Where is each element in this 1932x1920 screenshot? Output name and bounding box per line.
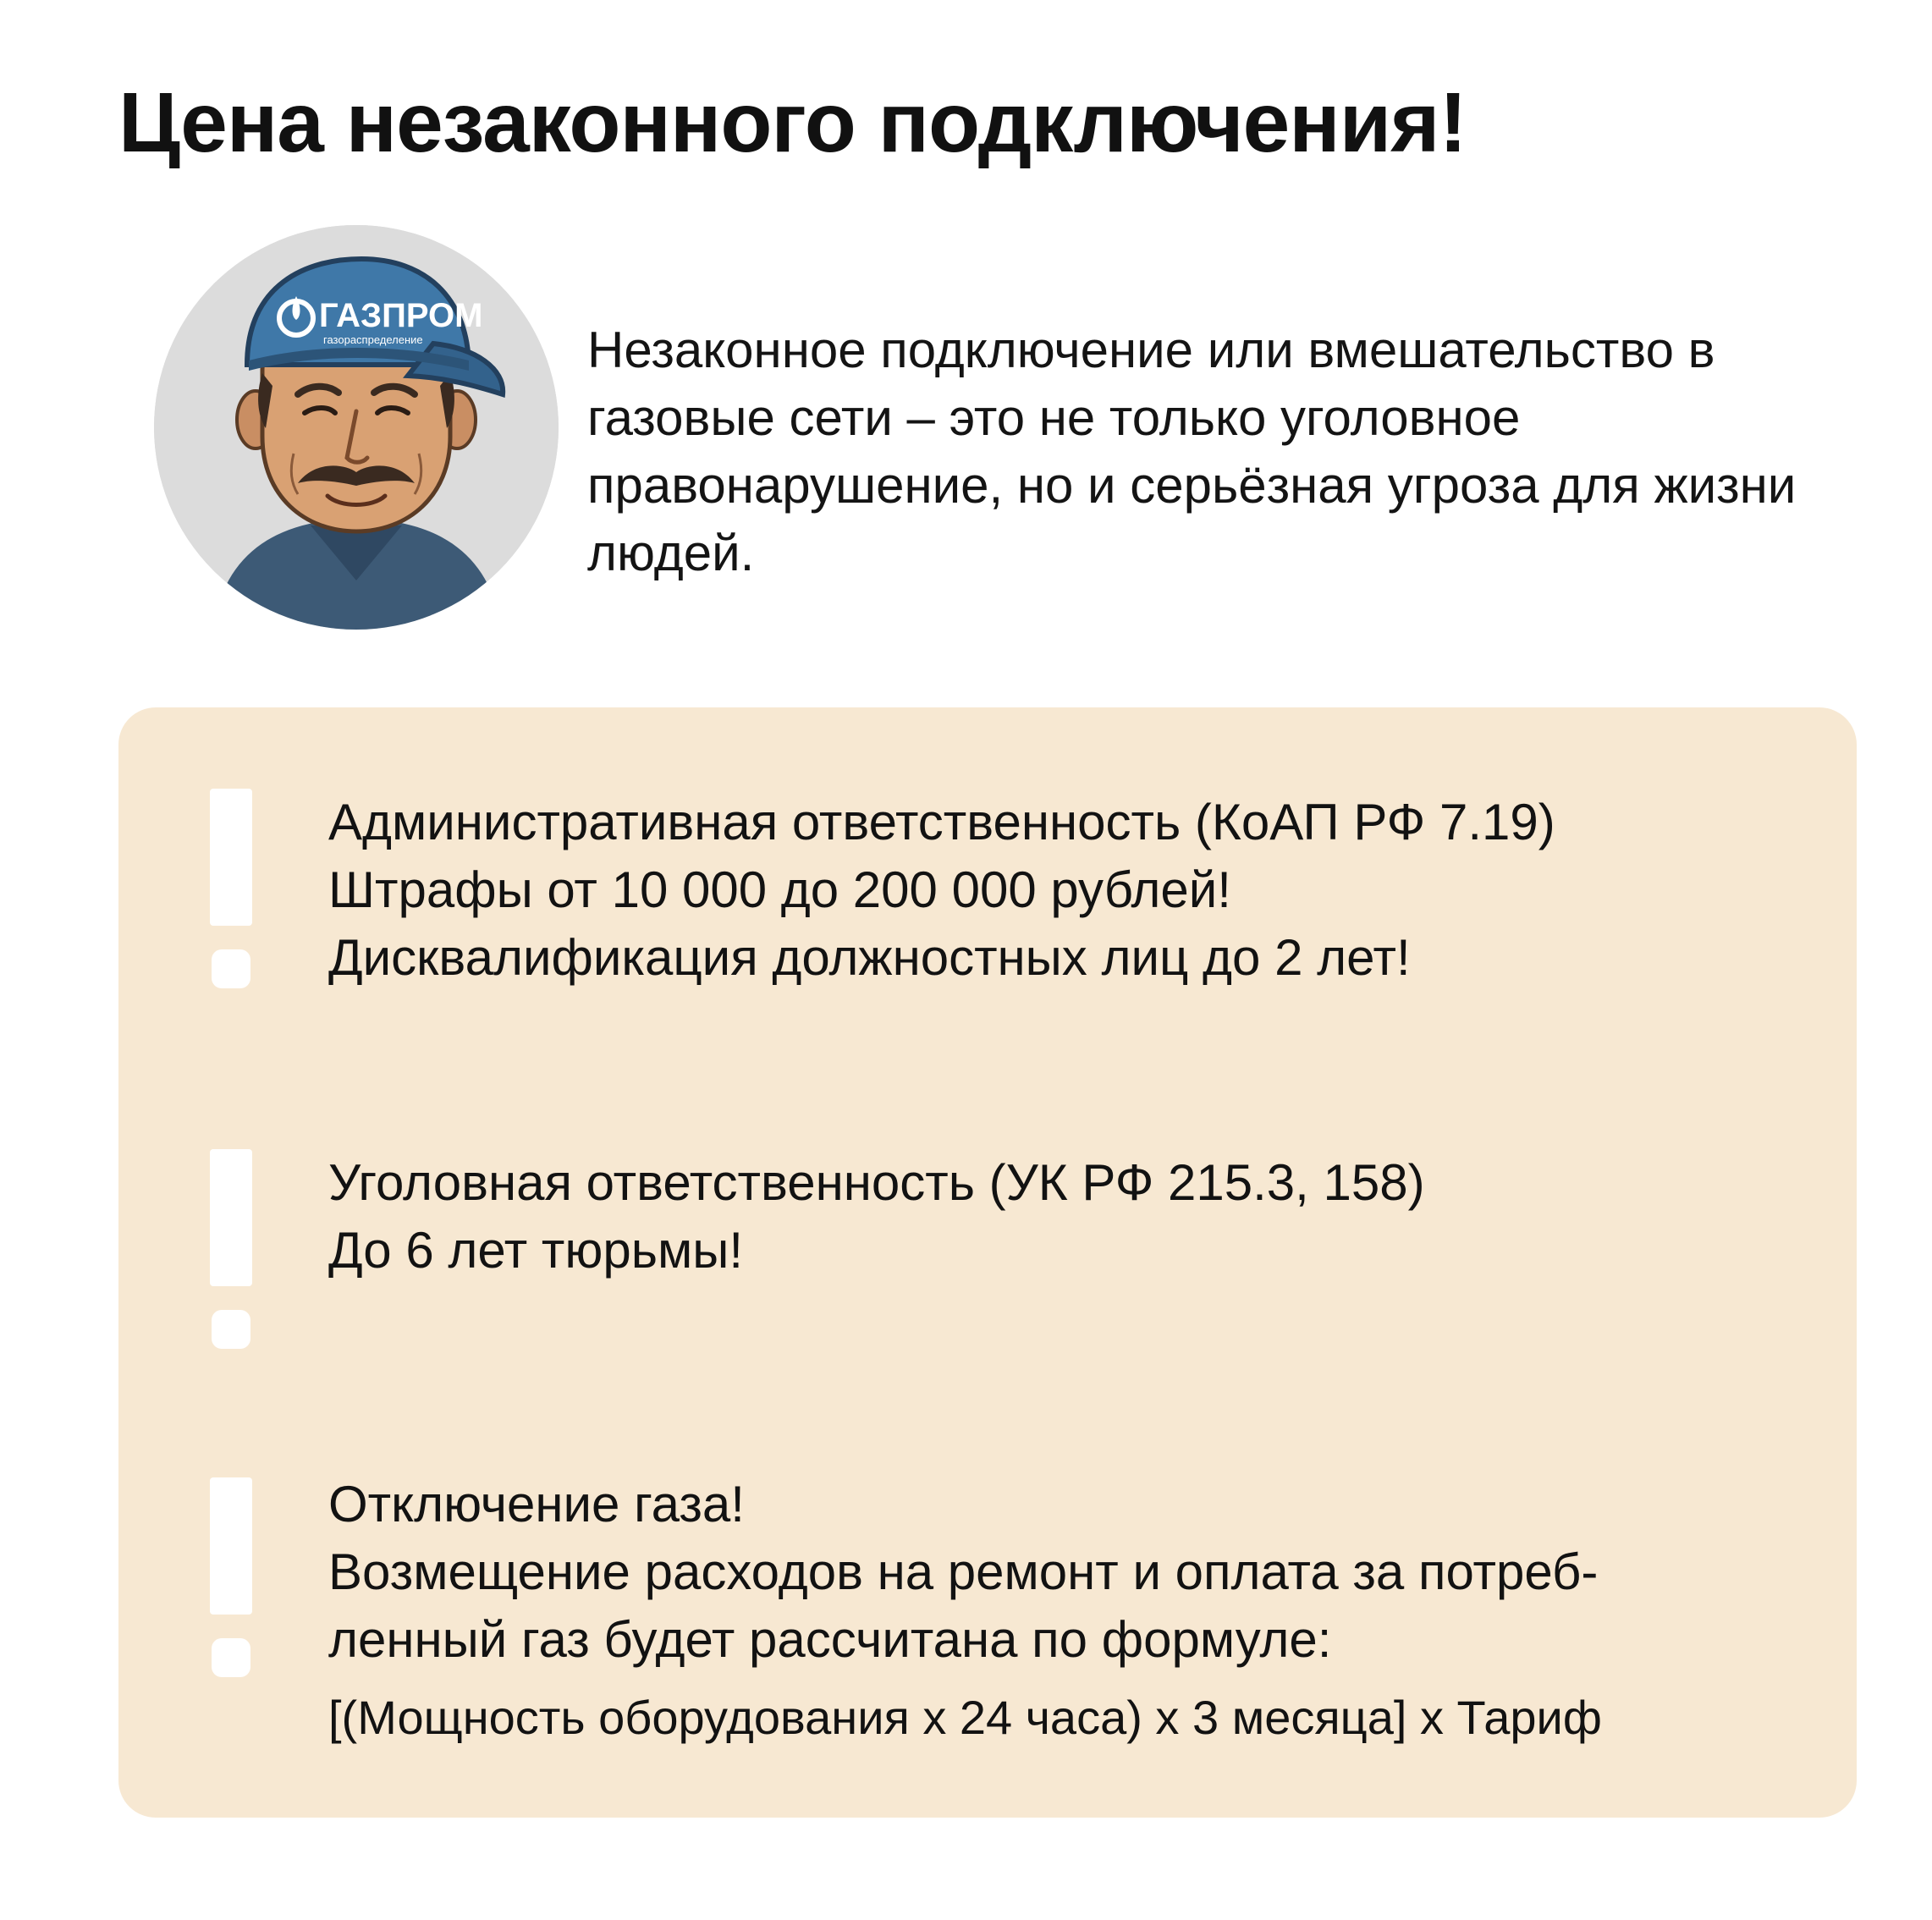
intro-text: Незаконное подключение или вмешательство в газовые сети – это не только уголовное правонарушение, но и серьёзная угроза для жизни людей.	[587, 322, 1797, 581]
warning-line: ленный газ будет рассчитана по формуле:	[328, 1611, 1332, 1668]
warning-line: Административная ответственность (КоАП РФ 7.19)	[328, 794, 1555, 850]
warning-text	[328, 789, 1835, 992]
warning-line: Уголовная ответственность (УК РФ 215.3, 158)	[328, 1154, 1425, 1211]
warning-text	[328, 1149, 1835, 1285]
cap-logo-subtext: газораспределение	[323, 333, 423, 346]
warning-line: Дисквалификация должностных лиц до 2 лет!	[328, 929, 1411, 986]
avatar	[154, 225, 559, 630]
warning-line: До 6 лет тюрьмы!	[328, 1222, 744, 1279]
warning-line: Отключение газа!	[328, 1476, 745, 1532]
gas-worker-avatar-icon	[154, 225, 559, 630]
page-title: Цена незаконного подключения!	[118, 75, 1467, 170]
warning-line: Возмещение расходов на ремонт и оплата за потреб-	[328, 1543, 1599, 1600]
cap-logo-text: ГАЗПРОМ	[319, 297, 483, 334]
cost-formula: [(Мощность оборудования х 24 часа) х 3 месяца] х Тариф	[328, 1691, 1602, 1744]
warning-text	[328, 1471, 1835, 1752]
warnings-panel	[118, 707, 1857, 1818]
warning-line: Штрафы от 10 000 до 200 000 рублей!	[328, 861, 1231, 918]
